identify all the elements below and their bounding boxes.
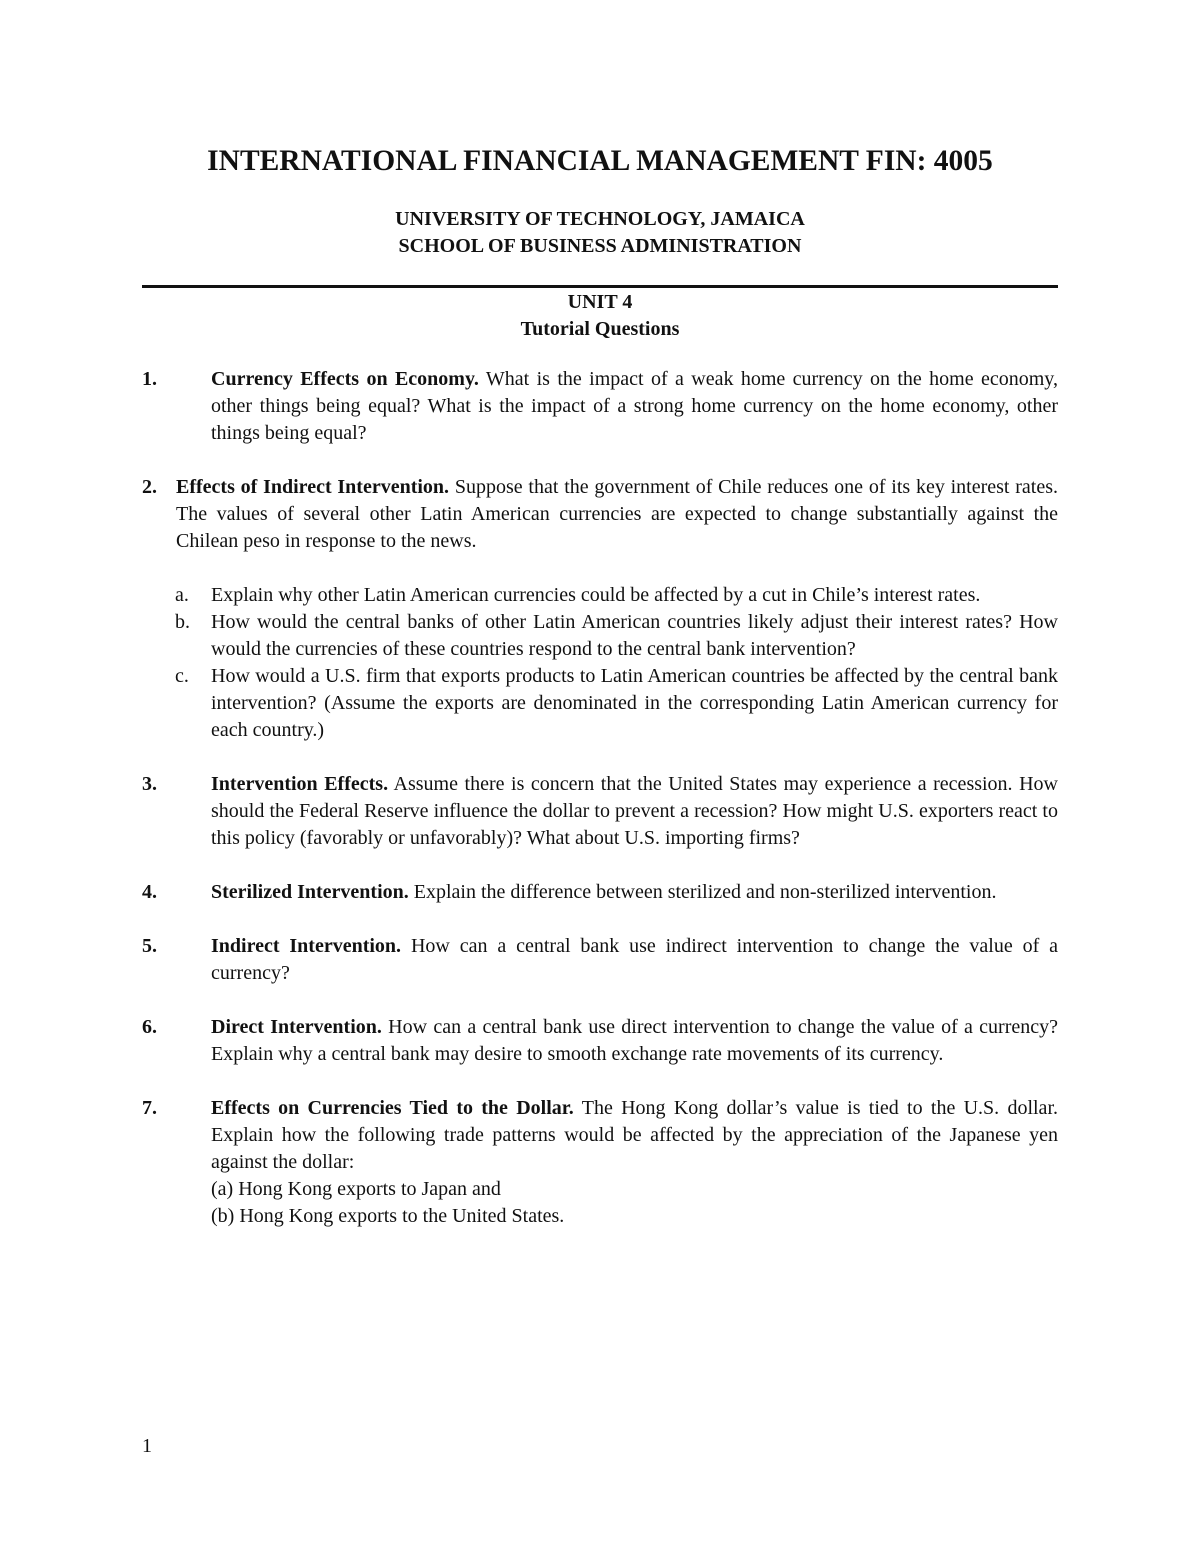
sub-question-text: How would a U.S. firm that exports products to Latin American countries be affected by the central bank intervention? (Assume the exports are denominated in the corresponding Latin American currency for each country.) (211, 665, 1058, 741)
unit-subtitle: Tutorial Questions (520, 318, 680, 340)
trade-pattern-b: (b) Hong Kong exports to the United States. (211, 1205, 565, 1227)
sub-question-b (175, 609, 1058, 663)
page-number: 1 (142, 1435, 152, 1457)
sub-question-text: Explain why other Latin American currencies could be affected by a cut in Chile’s interest rates. (211, 584, 981, 606)
question-5 (142, 933, 1058, 987)
question-number: 2. (142, 476, 157, 498)
question-number: 4. (142, 881, 157, 903)
question-list (142, 366, 1058, 1257)
question-7 (142, 1095, 1058, 1230)
unit-label: UNIT 4 (567, 291, 633, 313)
question-title: Sterilized Intervention. (211, 881, 409, 903)
school-name: SCHOOL OF BUSINESS ADMINISTRATION (398, 235, 802, 257)
sub-question-a (175, 582, 1058, 609)
question-text: How can a central bank use direct intervention to change the value of a currency? Explain why a central bank may desire to smooth exchange rate movements of its currency. (211, 1016, 1058, 1065)
question-title: Indirect Intervention. (211, 935, 402, 957)
question-number: 7. (142, 1097, 157, 1119)
question-text: The Hong Kong dollar’s value is tied to the U.S. dollar. Explain how the following trade patterns would be affected by the appreciation of the Japanese yen against the dollar: (211, 1097, 1058, 1173)
university-name: UNIVERSITY OF TECHNOLOGY, JAMAICA (395, 208, 805, 230)
question-text: Suppose that the government of Chile reduces one of its key interest rates. The values of several other Latin American currencies are expected to change substantially against the Chilean peso in response to the news. (176, 476, 1059, 552)
question-4 (142, 879, 1058, 906)
question-title: Intervention Effects. (211, 773, 389, 795)
question-text: What is the impact of a weak home currency on the home economy, other things being equal? What is the impact of a strong home currency on the home economy, other things being equal? (211, 368, 1059, 444)
question-title: Effects on Currencies Tied to the Dollar. (211, 1097, 574, 1119)
question-number: 3. (142, 773, 157, 795)
question-2 (142, 474, 1058, 744)
question-title: Effects of Indirect Intervention. (176, 476, 450, 498)
question-3 (142, 771, 1058, 852)
question-number: 1. (142, 368, 157, 390)
question-text: How can a central bank use indirect intervention to change the value of a currency? (211, 935, 1059, 984)
question-text: Explain the difference between sterilized and non-sterilized intervention. (413, 881, 997, 903)
sub-question-list (175, 582, 1058, 744)
question-text: Assume there is concern that the United States may experience a recession. How should the Federal Reserve influence the dollar to prevent a recession? How might U.S. exporters react to this policy (favorably or unfavorably)? What about U.S. importing firms? (211, 773, 1058, 849)
question-title: Currency Effects on Economy. (211, 368, 479, 390)
question-1 (142, 366, 1058, 447)
sub-question-letter: a. (175, 584, 189, 606)
trade-pattern-a: (a) Hong Kong exports to Japan and (211, 1178, 501, 1200)
horizontal-rule (142, 285, 1058, 288)
question-6 (142, 1014, 1058, 1068)
question-number: 6. (142, 1016, 157, 1038)
sub-question-text: How would the central banks of other Latin American countries likely adjust their interest rates? How would the currencies of these countries respond to the central bank intervention? (211, 611, 1058, 660)
sub-question-c (175, 663, 1058, 744)
sub-question-letter: b. (175, 611, 190, 633)
institution-block (142, 206, 1058, 260)
question-number: 5. (142, 935, 157, 957)
question-title: Direct Intervention. (211, 1016, 382, 1038)
document-title: INTERNATIONAL FINANCIAL MANAGEMENT FIN: 4005 (207, 145, 993, 177)
sub-question-letter: c. (175, 665, 189, 687)
unit-heading (142, 289, 1058, 343)
